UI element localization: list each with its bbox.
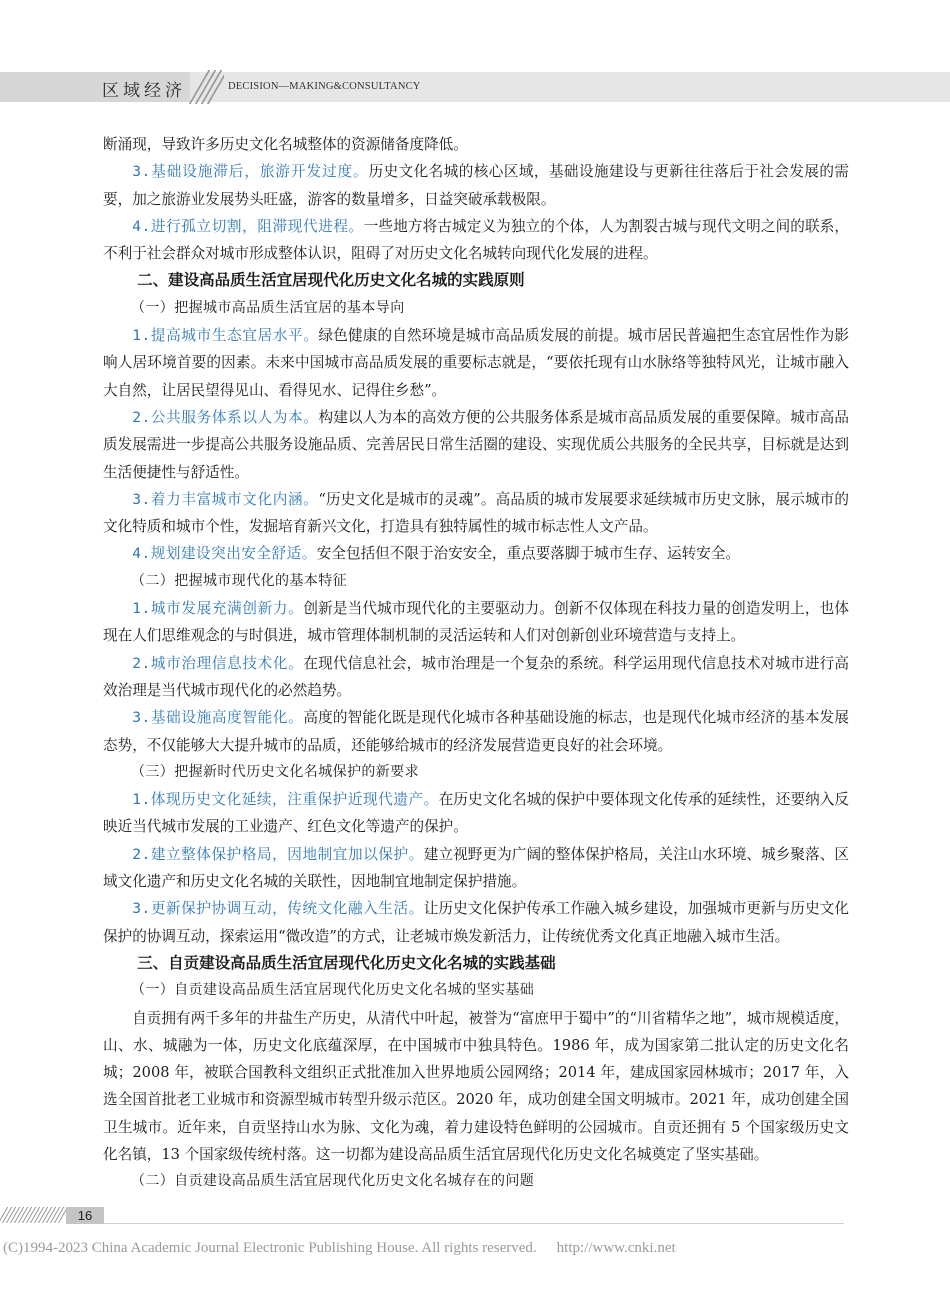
subsection-heading: （一）自贡建设高品质生活宜居现代化历史文化名城的坚实基础 [131,982,535,999]
paragraph [103,158,849,213]
paragraph [103,595,849,650]
cnki-link[interactable]: http://www.cnki.net [556,1240,676,1256]
footer-hatch-decoration [0,1207,66,1223]
paragraph-text: “历史文化是城市的灵魂”。高品质的城市发展要求延续城市历史文脉，展示城市的文化特质和城市个性，发掘培育新兴文化，打造具有独特属性的城市标志性人文产品。 [103,490,849,536]
paragraph-text: 一些地方将古城定义为独立的个体，人为割裂古城与现代文明之间的联系，不利于社会群众对城市形成整体认识，阻碍了对历史文化名城转向现代化发展的进程。 [103,217,849,263]
paragraph-text: 在历史文化名城的保护中要体现文化传承的延续性，还要纳入反映近当代城市发展的工业遗产、红色文化等遗产的保护。 [103,791,849,836]
paragraph-text: 安全包括但不限于治安安全，重点要落脚于城市生存、运转安全。 [316,545,741,563]
paragraph-lead: 4.进行孤立切割，阻滞现代进程。 [132,217,364,235]
paragraph-text: 高度的智能化既是现代化城市各种基础设施的标志，也是现代化城市经济的基本发展态势，不仅能够大大提升城市的品质，还能够给城市的经济发展营造更良好的社会环境。 [103,709,849,754]
paragraph-lead: 1.城市发展充满创新力。 [132,600,304,618]
subsection-heading: （一）把握城市高品质生活宜居的基本导向 [131,299,405,316]
paragraph-text: 让历史文化保护传承工作融入城乡建设，加强城市更新与历史文化保护的协调互动，探索运用“微改造”的方式，让老城市焕发新活力，让传统优秀文化真正地融入城市生活。 [103,900,849,945]
paragraph [103,650,849,705]
paragraph-text: 构建以人为本的高效方便的公共服务体系是城市高品质发展的重要保障。城市高品质发展需进一步提高公共服务设施品质、完善居民日常生活圈的建设、实现优质公共服务的全民共享，目标就是达到生活便捷性与舒适性。 [103,408,849,481]
subsection-heading: （二）自贡建设高品质生活宜居现代化历史文化名城存在的问题 [131,1173,535,1190]
paragraph [103,486,849,541]
footer-rule [104,1223,844,1224]
paragraph-lead: 3.基础设施滞后，旅游开发过度。 [132,163,369,181]
paragraph-text: 自贡拥有两千多年的井盐生产历史，从清代中叶起，被誉为“富庶甲于蜀中”的“川省精华之地”，城市规模适度，山、水、城融为一体，历史文化底蕴深厚，在中国城市中独具特色。1986 年，成为国家第二批认定的历史文化名城；2008 年，被联合国教科文组织正式批准加入世界地质公园网络；2014 年，建成国家园林城市；2017 年，入选全国首批老工业城市和资源型城市转型升级示范区。2020 年，成功创建全国文明城市。2021 年，成功创建全国卫生城市。近年来，自贡坚持山水为脉、文化为魂，着力建设特色鲜明的公园城市。自贡还拥有 5 个国家级历史文化名镇，13 个国家级传统村落。这一切都为建设高品质生活宜居现代化历史文化名城奠定了坚实基础。 [103,1009,849,1163]
paragraph-text: 绿色健康的自然环境是城市高品质发展的前提。城市居民普遍把生态宜居性作为影响人居环境首要的因素。未来中国城市高品质发展的重要标志就是，“要依托现有山水脉络等独特风光，让城市融入大自然，让居民望得见山、看得见水、记得住乡愁”。 [103,327,849,399]
article-body [103,131,849,1196]
copyright-text: (C)1994-2023 China Academic Journal Electronic Publishing House. All rights reserved. [3,1240,537,1256]
page-number: 16 [66,1207,104,1224]
paragraph [103,895,849,950]
paragraph [103,1005,849,1169]
journal-name: DECISION—MAKING&CONSULTANCY [228,81,421,92]
paragraph-lead: 2.城市治理信息技术化。 [132,654,304,672]
paragraph-lead: 2.公共服务体系以人为本。 [132,408,319,426]
paragraph-text: 创新是当代城市现代化的主要驱动力。创新不仅体现在科技力量的创造发明上，也体现在人们思维观念的与时俱进，城市管理体制机制的灵活运转和人们对创新创业环境营造与支持上。 [103,600,849,645]
copyright-notice [3,1240,676,1257]
paragraph [103,704,849,759]
paragraph [103,404,849,486]
paragraph [103,131,849,158]
section-heading: 二、建设高品质生活宜居现代化历史文化名城的实践原则 [137,271,525,290]
subsection-heading: （二）把握城市现代化的基本特征 [131,572,347,589]
section-title: 区域经济 [102,81,186,101]
paragraph [103,213,849,268]
paragraph-text: 在现代信息社会，城市治理是一个复杂的系统。科学运用现代信息技术对城市进行高效治理是当代城市现代化的必然趋势。 [103,654,849,699]
paragraph-lead: 2.建立整体保护格局，因地制宜加以保护。 [132,845,424,863]
paragraph-lead: 3.基础设施高度智能化。 [132,709,304,727]
section-heading: 三、自贡建设高品质生活宜居现代化历史文化名城的实践基础 [137,953,556,972]
paragraph [103,540,849,567]
paragraph-lead: 1.体现历史文化延续，注重保护近现代遗产。 [132,791,439,809]
paragraph-lead: 3.着力丰富城市文化内涵。 [132,490,319,508]
paragraph [103,786,849,841]
paragraph-lead: 4.规划建设突出安全舒适。 [132,545,317,563]
paragraph-text: 历史文化名城的核心区域，基础设施建设与更新往往落后于社会发展的需要，加之旅游业发展势头旺盛，游客的数量增多，日益突破承载极限。 [103,163,849,208]
paragraph-text: 建立视野更为广阔的整体保护格局，关注山水环境、城乡聚落、区域文化遗产和历史文化名城的关联性，因地制宜地制定保护措施。 [103,845,849,891]
paragraph [103,841,849,896]
paragraph [103,322,849,404]
subsection-heading: （三）把握新时代历史文化名城保护的新要求 [131,763,419,780]
paragraph-lead: 3.更新保护协调互动，传统文化融入生活。 [132,900,424,918]
paragraph-lead: 1.提高城市生态宜居水平。 [132,327,319,345]
header-slash-decoration [188,70,224,104]
paragraph-text: 断涌现，导致许多历史文化名城整体的资源储备度降低。 [103,136,468,153]
